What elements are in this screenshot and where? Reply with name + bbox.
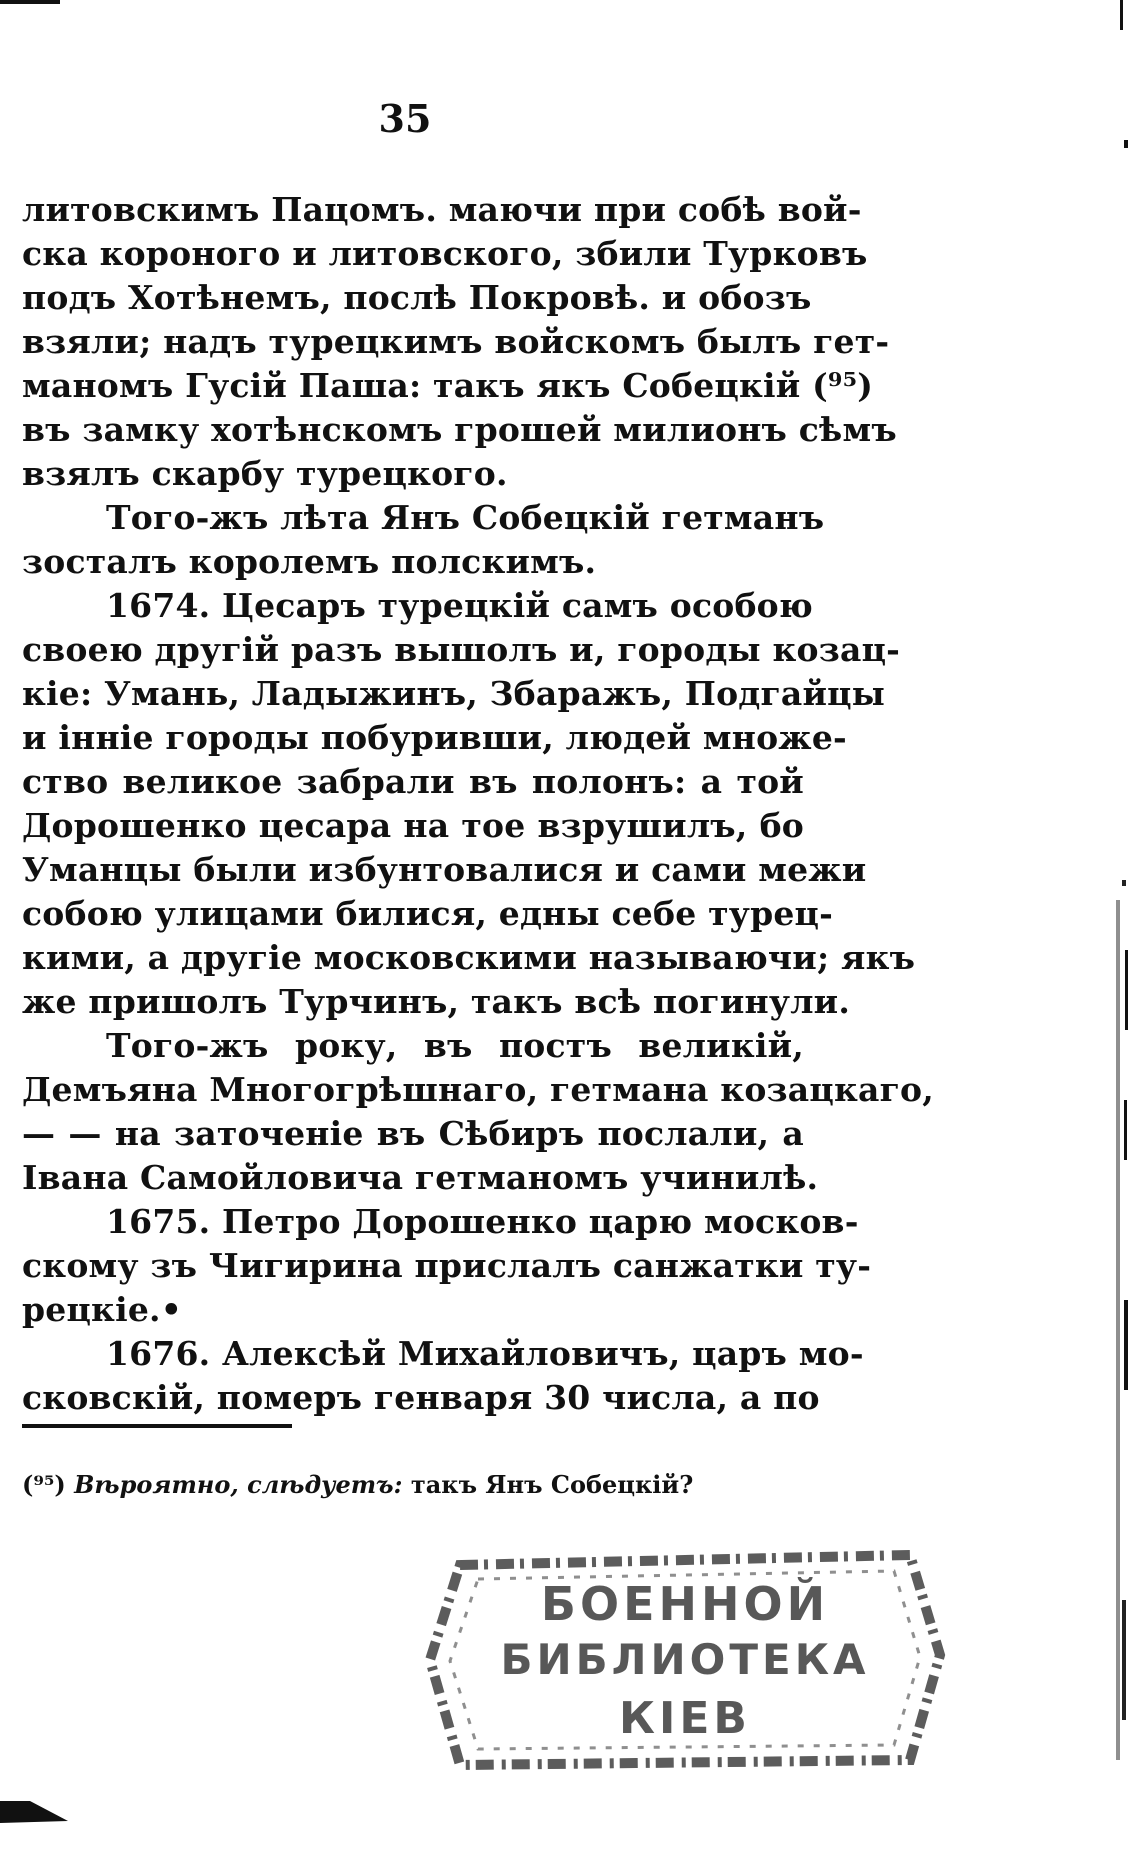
text-line: же пришолъ Турчинъ, такъ всѣ погинули. (22, 982, 851, 1021)
text-line: 1676. Алексѣй Михайловичъ, царъ мо- (106, 1334, 864, 1373)
text-line: кими, а другіе московскими называючи; якъ (22, 938, 916, 977)
text-line: взялъ скарбу турецкого. (22, 454, 508, 493)
text-line: и інніе городы побуривши, людей множе- (22, 718, 847, 757)
stamp-line: КІЕВ (619, 1693, 751, 1744)
text-line: Уманцы были избунтовалися и сами межи (22, 850, 867, 889)
text-line: кіе: Умань, Ладыжинъ, Збаражъ, Подгайцы (22, 674, 886, 713)
text-line: ска короного и литовского, збили Турковъ (22, 234, 868, 273)
text-line: — — на заточеніе въ Сѣбиръ послали, а (22, 1114, 804, 1153)
text-line: взяли; надъ турецкимъ войскомъ былъ гет- (22, 322, 890, 361)
stamp-line: БОЕННОЙ (540, 1577, 830, 1631)
text-line: ство великое забрали въ полонъ: а той (22, 762, 804, 801)
text-line: Івана Самойловича гетманомъ учинилѣ. (22, 1158, 819, 1197)
text-line: Того-жъ лѣта Янъ Собецкій гетманъ (106, 498, 825, 537)
footnote-text: такъ Янъ Собецкій? (410, 1470, 694, 1499)
footnote-marker: (⁹⁵) (22, 1470, 66, 1499)
text-line: рецкіе.• (22, 1290, 182, 1329)
text-line: скому зъ Чигирина прислалъ санжатки ту- (22, 1246, 872, 1285)
stamp-line: БИБЛИОТЕКА (500, 1635, 870, 1684)
text-line: Демъяна Многогрѣшнаго, гетмана козацкаго, (22, 1070, 934, 1109)
text-line: сковскій, померъ генваря 30 числа, а по (22, 1378, 820, 1417)
body-text (22, 188, 934, 1420)
footnote-divider (22, 1424, 292, 1428)
scan-corner-mark (0, 1795, 70, 1825)
scan-edge-mark (0, 0, 60, 4)
text-line: 1675. Петро Дорошенко царю москов- (106, 1202, 859, 1241)
library-stamp (420, 1535, 950, 1775)
text-line: подъ Хотѣнемъ, послѣ Покровѣ. и обозъ (22, 278, 812, 317)
text-line: Дорошенко цесара на тое взрушилъ, бо (22, 806, 804, 845)
text-line: собою улицами билися, едны себе турец- (22, 894, 834, 933)
text-line: 1674. Цесаръ турецкій самъ особою (106, 586, 813, 625)
text-line: своею другій разъ вышолъ и, городы козац- (22, 630, 901, 669)
text-line: Того-жъ року, въ постъ великій, (106, 1026, 804, 1065)
text-line: зосталъ королемъ полскимъ. (22, 542, 597, 581)
scan-edge-noise (1100, 0, 1140, 1863)
page-number: 35 (378, 96, 432, 141)
text-line: въ замку хотѣнскомъ грошей милионъ сѣмъ (22, 410, 897, 449)
footnote (22, 1470, 693, 1499)
text-line: маномъ Гусій Паша: такъ якъ Собецкій (⁹⁵) (22, 366, 874, 405)
text-line: литовскимъ Пацомъ. маючи при собѣ вой- (22, 190, 862, 229)
footnote-italic-text: Вѣроятно, слѣдуетъ: (74, 1470, 403, 1499)
